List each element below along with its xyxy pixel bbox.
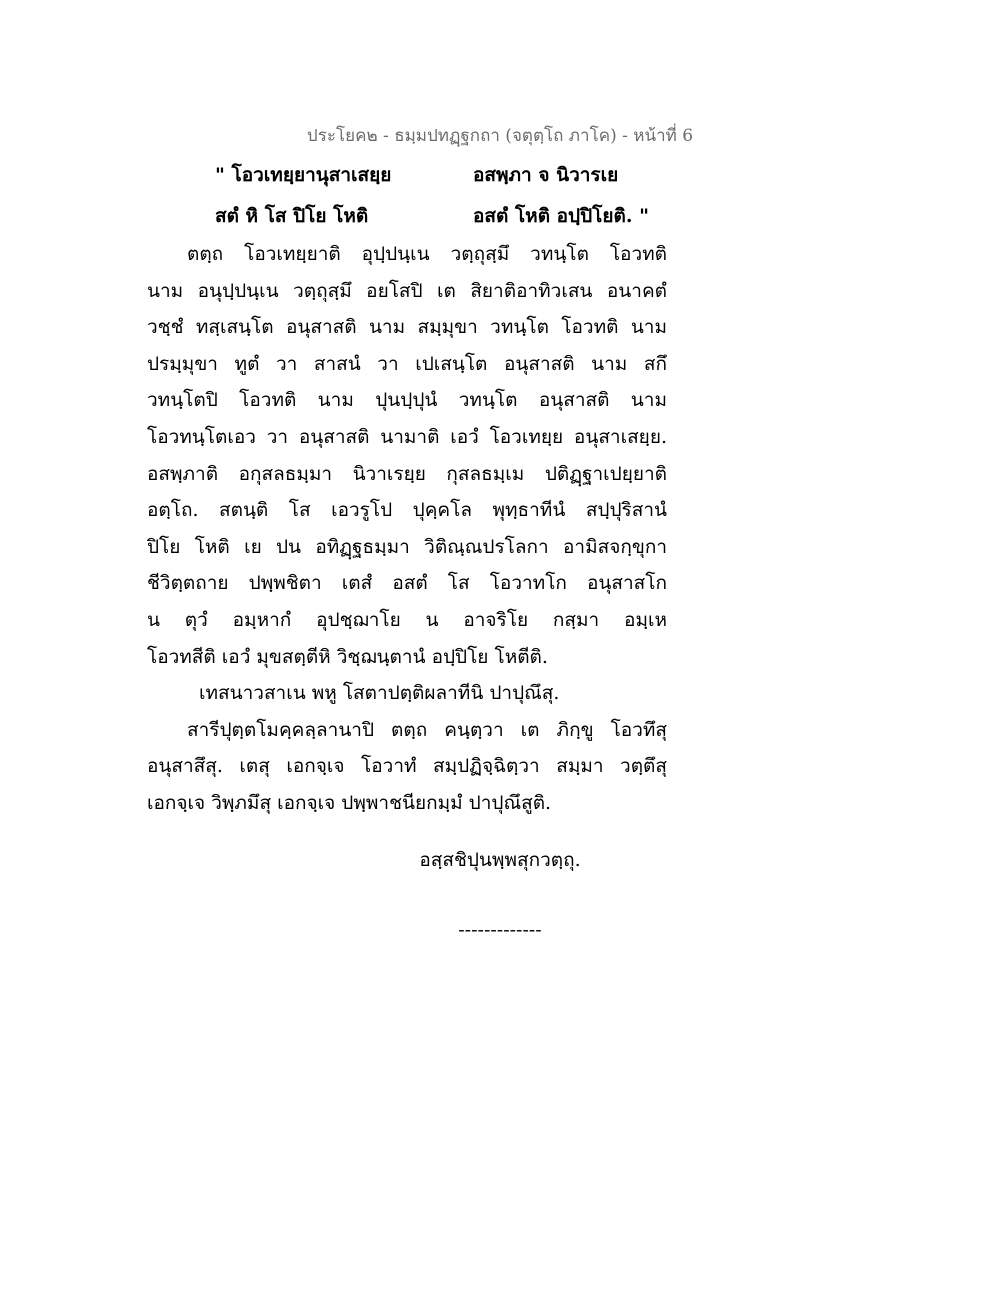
paragraph-1-line: ตตฺถ โอวเทยฺยาติ อุปฺปนฺเน วตฺถุสฺมึ วทนฺโต โอวทติ — [187, 243, 667, 265]
verse-line-1-left: " โอวเทยฺยานุสาเสยฺย — [215, 164, 392, 186]
paragraph-3-line: เอกจฺเจ วิพฺภมึสุ เอกจฺเจ ปพฺพาชนียกมฺมํ ปาปุณึสูติ. — [147, 791, 552, 814]
paragraph-1-line: โอวทสีติ เอวํ มุขสตฺตีหิ วิชฺฌนฺตานํ อปฺปิโย โหตีติ. — [147, 645, 548, 668]
page-header: ประโยค๒ - ธมฺมปทฏฺฐกถา (จตุตฺโถ ภาโค) - หน้าที่ 6 — [306, 126, 694, 146]
verse-line-2-right: อสตํ โหติ อปฺปิโยติ. " — [473, 205, 649, 227]
paragraph-1-line: โอวทนฺโตเอว วา อนุสาสติ นามาติ เอวํ โอวเทยฺย อนุสาเสยฺย. — [147, 425, 667, 448]
verse-line-2-left: สตํ หิ โส ปิโย โหติ — [215, 205, 369, 227]
paragraph-1-line: ปรมฺมุขา ทูตํ วา สาสนํ วา เปเสนฺโต อนุสาสติ นาม สกึ — [147, 352, 667, 375]
paragraph-1-line: วชฺชํ ทสฺเสนฺโต อนุสาสติ นาม สมฺมุขา วทนฺโต โอวทติ นาม — [147, 316, 667, 339]
section-divider: ------------- — [458, 919, 542, 941]
paragraph-1-line: อสพฺภาติ อกุสลธมฺมา นิวาเรยฺย กุสลธมฺเม ปติฏฺฐาเปยฺยาติ — [147, 462, 667, 485]
paragraph-1-line: ปิโย โหติ เย ปน อทิฏฺฐธมฺมา วิติณฺณปรโลกา อามิสจกฺขุกา — [147, 535, 667, 558]
paragraph-1-line: วทนฺโตปิ โอวทติ นาม ปุนปฺปุนํ วทนฺโต อนุสาสติ นาม — [147, 389, 667, 412]
paragraph-1-line: อตฺโถ. สตนฺติ โส เอวรูโป ปุคฺคโล พุทฺธาทีนํ สปฺปุริสานํ — [147, 499, 667, 522]
paragraph-3-line: สารีปุตฺตโมคฺคลฺลานาปิ ตตฺถ คนฺตฺวา เต ภิกฺขู โอวทึสุ — [187, 718, 667, 741]
commentary-body — [147, 236, 667, 822]
paragraph-1-line: ชีวิตฺตถาย ปพฺพชิตา เตสํ อสตํ โส โอวาทโก อนุสาสโก — [147, 572, 667, 595]
paragraph-3-line: อนุสาสึสุ. เตสุ เอกจฺเจ โอวาทํ สมฺปฏิจฺฉิตฺวา สมฺมา วตฺตึสุ — [147, 755, 667, 778]
story-title-closing: อสฺสชิปุนพฺพสุกวตฺถุ. — [419, 849, 581, 871]
paragraph-2: เทสนาวสาเน พหู โสตาปตฺติผลาทีนิ ปาปุณึสุ. — [199, 682, 560, 705]
verse-line-1-right: อสพฺภา จ นิวารเย — [473, 164, 619, 186]
paragraph-1-line: น ตุวํ อมฺหากํ อุปชฺฌาโย น อาจริโย กสฺมา อมฺเห — [147, 608, 667, 631]
paragraph-1-line: นาม อนุปฺปนฺเน วตฺถุสฺมึ อยโสปิ เต สิยาติอาทิวเสน อนาคตํ — [147, 279, 667, 302]
